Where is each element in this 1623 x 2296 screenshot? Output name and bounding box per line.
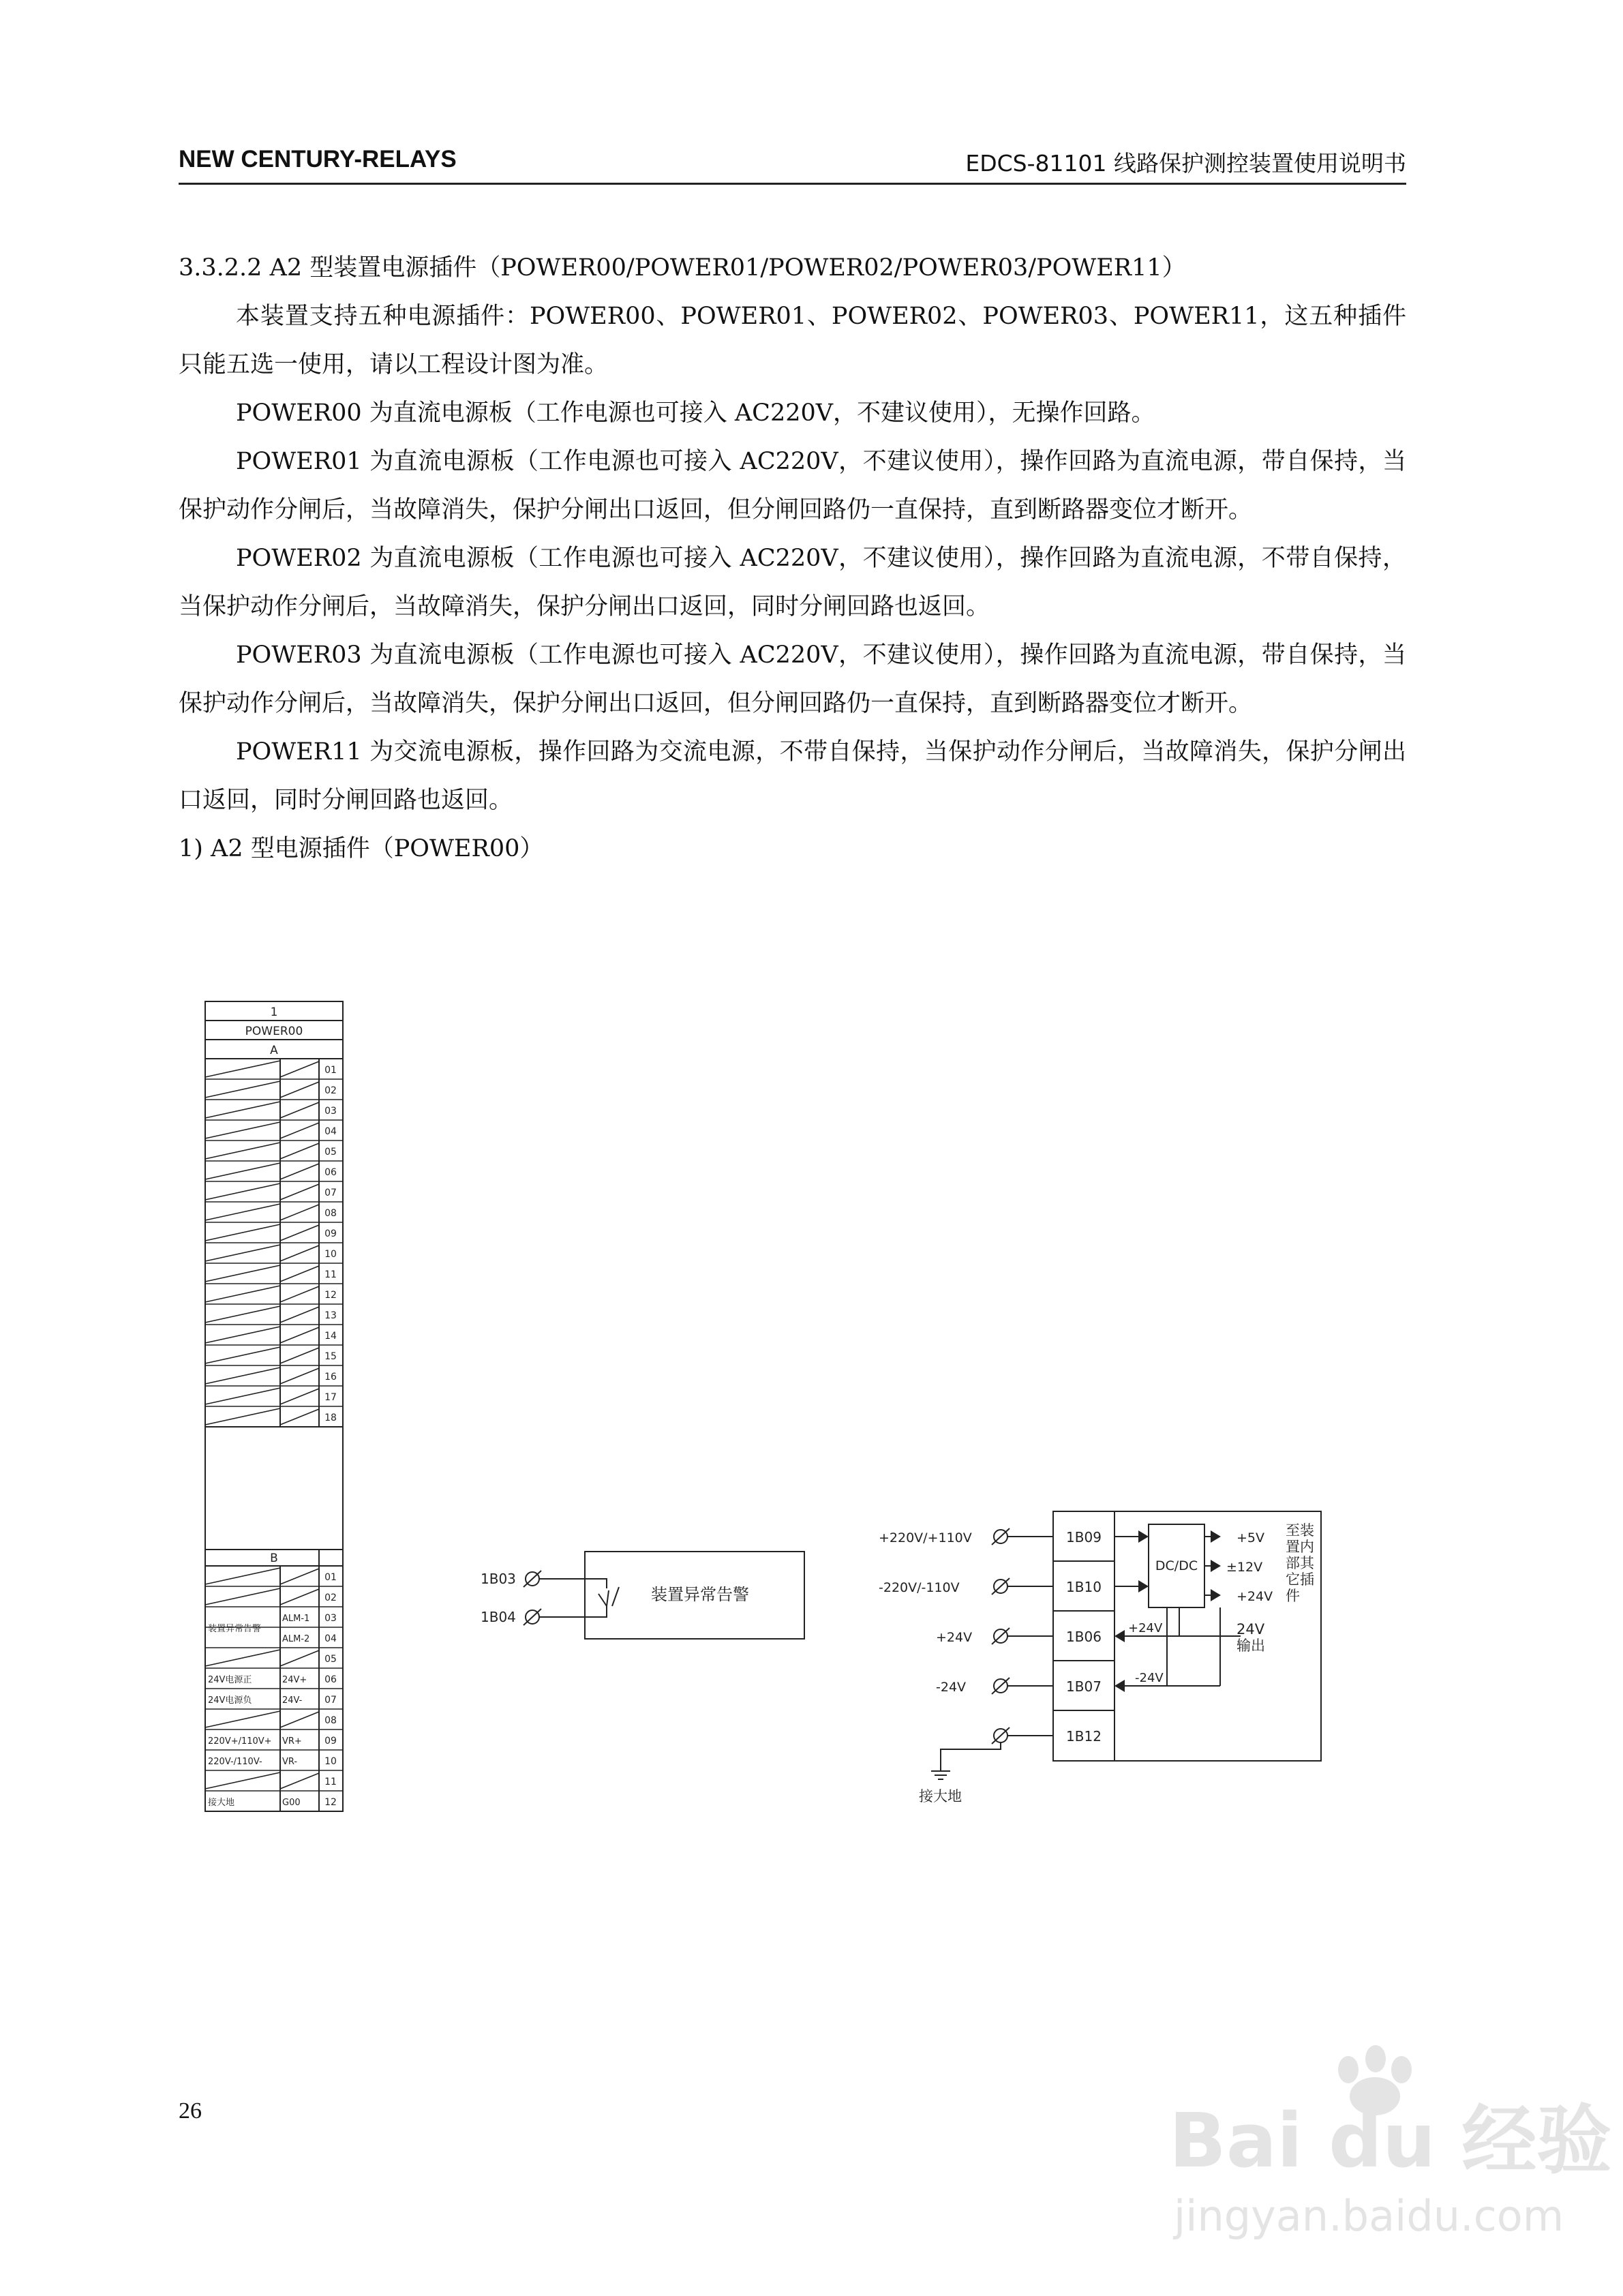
row-b-pin-03 [205, 1613, 343, 1634]
row-a-pin-number: 16 [324, 1372, 337, 1383]
row-a-pin-05 [205, 1143, 343, 1161]
alarm-terminal-1b04: 1B04 [481, 1609, 516, 1625]
ground-label: 接大地 [919, 1788, 962, 1804]
row-b-pin-11 [205, 1772, 343, 1791]
output-note-line-2: 置内 [1286, 1539, 1314, 1555]
row-b-pin-number: 07 [324, 1695, 337, 1706]
power-input-ac-negative: -220V/-110V [879, 1580, 960, 1595]
row-b-signal-name: 24V+ [282, 1675, 307, 1685]
row-b-description: 24V电源正 [208, 1675, 252, 1685]
row-a-pin-13 [205, 1306, 343, 1325]
output-24v-label-line-2: 输出 [1237, 1637, 1265, 1654]
row-b-pin-number: 10 [324, 1756, 337, 1767]
output-24v-label-line-1: 24V [1237, 1621, 1265, 1637]
row-a-pin-01 [205, 1061, 343, 1079]
row-a-pin-number: 15 [324, 1351, 337, 1362]
row-a-pin-15 [205, 1347, 343, 1365]
row-b-signal-name: VR+ [282, 1736, 302, 1747]
row-a-pin-number: 17 [324, 1392, 337, 1403]
row-b-pin-number: 06 [324, 1674, 337, 1685]
row-b-signal-name: ALM-1 [282, 1614, 310, 1624]
internal-24v-positive-label: +24V [1128, 1621, 1163, 1635]
row-a-pin-number: 08 [324, 1208, 337, 1219]
row-b-description: 装置异常告警 [208, 1624, 262, 1634]
internal-24v-negative-label: -24V [1135, 1671, 1164, 1685]
row-b-pin-number: 12 [324, 1797, 337, 1808]
row-b-description: 24V电源负 [208, 1695, 252, 1706]
row-a-pin-03 [205, 1102, 343, 1120]
power-terminal-1b10: 1B10 [1066, 1579, 1102, 1595]
row-b-pin-07 [205, 1695, 343, 1709]
row-a-pin-02 [205, 1081, 343, 1100]
row-b-signal-name: ALM-2 [282, 1634, 310, 1644]
row-b-pin-number: 09 [324, 1736, 337, 1747]
alarm-label: 装置异常告警 [651, 1585, 749, 1604]
power-input-ac-positive: +220V/+110V [879, 1530, 972, 1545]
baidu-watermark [1169, 2045, 1611, 2241]
paragraph-overview: 本装置支持五种电源插件：POWER00、POWER01、POWER02、POWER03、POWER11，这五种插件只能五选一使用，请以工程设计图为准。 [179, 303, 1406, 378]
paragraph-power02: POWER02 为直流电源板（工作电源也可接入 AC220V，不建议使用），操作回路为直流电源，不带自保持，当保护动作分闸后，当故障消失，保护分闸出口返回，同时分闸回路也返回。 [179, 545, 1406, 620]
row-b-pin-number: 08 [324, 1715, 337, 1726]
section-heading: 3.3.2.2 A2 型装置电源插件（POWER00/POWER01/POWER02/POWER03/POWER11） [179, 254, 1186, 282]
row-a-pin-number: 13 [324, 1310, 337, 1321]
row-a-pin-11 [205, 1265, 343, 1284]
page-number: 26 [179, 2098, 202, 2124]
table-slot-number: 1 [270, 1006, 278, 1019]
row-a-pin-number: 10 [324, 1249, 337, 1260]
power-terminal-1b09: 1B09 [1066, 1529, 1102, 1545]
row-b-pin-05 [205, 1650, 343, 1668]
row-b-pin-number: 11 [324, 1777, 337, 1787]
row-b-signal-name: 24V- [282, 1695, 303, 1706]
row-a-pin-number: 01 [324, 1065, 337, 1076]
output-5v: +5V [1237, 1530, 1265, 1545]
power-terminal-1b12: 1B12 [1066, 1728, 1102, 1744]
power-terminal-1b07: 1B07 [1066, 1678, 1102, 1695]
row-b-pin-cells [205, 1568, 343, 1811]
table-row-b-label: B [270, 1552, 278, 1565]
alarm-terminal-1b03: 1B03 [481, 1571, 516, 1587]
row-a-pin-number: 07 [324, 1188, 337, 1198]
dcdc-converter-label: DC/DC [1155, 1558, 1198, 1573]
row-b-pin-09 [205, 1736, 343, 1750]
output-24v: +24V [1237, 1589, 1273, 1604]
row-b-pin-number: 05 [324, 1654, 337, 1665]
output-note [1286, 1522, 1319, 1604]
row-a-pin-number: 06 [324, 1167, 337, 1178]
row-a-pin-16 [205, 1368, 343, 1386]
row-a-pin-cells [205, 1061, 343, 1427]
row-a-pin-07 [205, 1183, 343, 1202]
output-24v-label [1237, 1621, 1269, 1654]
header-brand: NEW CENTURY-RELAYS [179, 146, 457, 172]
paragraph-power00: POWER00 为直流电源板（工作电源也可接入 AC220V，不建议使用），无操作回路。 [236, 399, 1155, 427]
row-a-pin-09 [205, 1224, 343, 1243]
row-b-pin-number: 04 [324, 1633, 337, 1644]
row-b-pin-12 [205, 1797, 343, 1811]
output-note-line-4: 它插 [1286, 1571, 1314, 1588]
row-b-description: 接大地 [208, 1798, 235, 1808]
table-row-a-label: A [270, 1044, 278, 1057]
row-a-pin-14 [205, 1327, 343, 1345]
row-a-pin-number: 04 [324, 1126, 337, 1137]
paragraph-power01: POWER01 为直流电源板（工作电源也可接入 AC220V，不建议使用），操作回路为直流电源，带自保持，当保护动作分闸后，当故障消失，保护分闸出口返回，但分闸回路仍一直保持，直到断路器变位才断开。 [179, 448, 1406, 524]
row-b-pin-04 [205, 1633, 343, 1648]
row-a-pin-number: 05 [324, 1147, 337, 1158]
row-a-pin-18 [205, 1408, 343, 1427]
row-b-description: 220V+/110V+ [208, 1736, 272, 1747]
row-b-signal-name: G00 [282, 1798, 301, 1808]
row-b-pin-number: 02 [324, 1592, 337, 1603]
row-b-pin-01 [205, 1568, 343, 1586]
row-a-pin-number: 02 [324, 1085, 337, 1096]
row-a-pin-number: 09 [324, 1228, 337, 1239]
row-b-description: 220V-/110V- [208, 1757, 262, 1767]
table-module-name: POWER00 [245, 1025, 303, 1038]
row-a-pin-10 [205, 1245, 343, 1263]
row-b-pin-02 [205, 1588, 343, 1607]
power-terminal-1b06: 1B06 [1066, 1629, 1102, 1645]
power-input-24v-positive: +24V [936, 1630, 973, 1645]
row-b-pin-10 [205, 1756, 343, 1770]
row-a-pin-08 [205, 1204, 343, 1222]
output-note-line-1: 至装 [1286, 1522, 1314, 1539]
row-a-pin-06 [205, 1163, 343, 1181]
row-a-pin-17 [205, 1388, 343, 1406]
row-a-pin-number: 11 [324, 1269, 337, 1280]
row-a-pin-number: 18 [324, 1413, 337, 1423]
power-input-24v-negative: -24V [936, 1680, 967, 1695]
row-a-pin-number: 03 [324, 1106, 337, 1117]
output-note-line-3: 部其 [1286, 1555, 1314, 1571]
row-a-pin-12 [205, 1286, 343, 1304]
subheading-power00: 1) A2 型电源插件（POWER00） [179, 835, 544, 862]
row-b-pin-06 [205, 1674, 343, 1689]
row-a-pin-04 [205, 1122, 343, 1141]
header-document-title: EDCS-81101 线路保护测控装置使用说明书 [965, 150, 1406, 177]
row-b-signal-name: VR- [282, 1757, 298, 1767]
row-a-pin-number: 12 [324, 1290, 337, 1301]
watermark-brand: Bai du 经验 [1169, 2097, 1612, 2184]
row-b-pin-number: 01 [324, 1572, 337, 1583]
paragraph-power11: POWER11 为交流电源板，操作回路为交流电源，不带自保持，当保护动作分闸后，当故障消失，保护分闸出口返回，同时分闸回路也返回。 [179, 738, 1406, 814]
output-note-line-5: 件 [1286, 1588, 1300, 1604]
watermark-url: jingyan.baidu.com [1174, 2191, 1564, 2241]
row-a-pin-number: 14 [324, 1331, 337, 1342]
row-b-pin-08 [205, 1711, 343, 1729]
paragraph-power03: POWER03 为直流电源板（工作电源也可接入 AC220V，不建议使用），操作回路为直流电源，带自保持，当保护动作分闸后，当故障消失，保护分闸出口返回，但分闸回路仍一直保持，直到断路器变位才断开。 [179, 641, 1406, 717]
row-b-pin-number: 03 [324, 1613, 337, 1624]
output-12v: ±12V [1226, 1560, 1263, 1575]
